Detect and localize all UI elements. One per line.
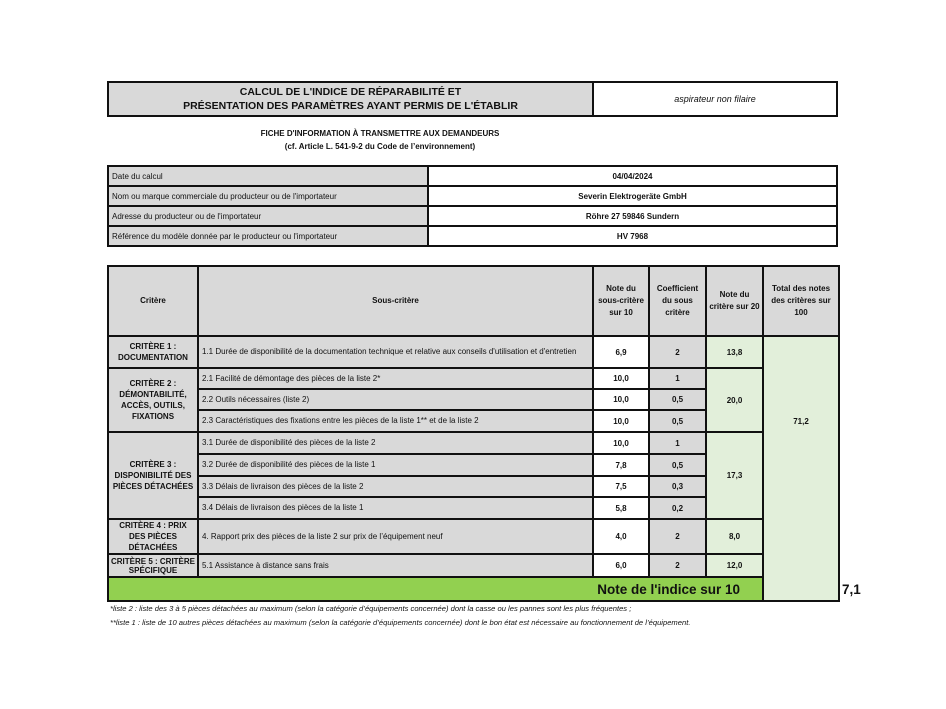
sub-criterion-note: 4,0 [593,519,649,554]
header-note-sous-critere: Note du sous-critère sur 10 [593,266,649,336]
sub-criterion-coef: 0,5 [649,389,706,410]
table-row [108,336,839,368]
sub-criterion-label: 3.2 Durée de disponibilité des pièces de la liste 1 [198,454,593,476]
total-score-100: 71,2 [763,336,839,601]
info-value: HV 7968 [428,226,837,246]
criterion-5-name: CRITÈRE 5 : CRITÈRE SPÉCIFIQUE [108,554,198,577]
footnote-liste-2: *liste 2 : liste des 3 à 5 pièces détachées au maximum (selon la catégorie d’équipements concernée) dont la casse ou les pannes sont les plus fréquentes ; [110,604,632,613]
info-row-address [108,206,837,226]
subtitle-line-2: (cf. Article L. 541-9-2 du Code de l’environnement) [284,142,476,151]
sub-criterion-coef: 0,5 [649,410,706,432]
sub-criterion-label: 3.4 Délais de livraison des pièces de la liste 1 [198,497,593,519]
sub-criterion-coef: 1 [649,368,706,389]
sub-criterion-coef: 2 [649,336,706,368]
sub-criterion-note: 6,0 [593,554,649,577]
info-value: Severin Elektrogeräte GmbH [428,186,837,206]
sub-criterion-coef: 2 [649,519,706,554]
sub-criterion-note: 7,8 [593,454,649,476]
producer-info-table [107,165,838,247]
info-label: Référence du modèle donnée par le producteur ou l'importateur [108,226,428,246]
table-header-row [108,266,839,336]
info-label: Date du calcul [108,166,428,186]
sub-criterion-coef: 0,3 [649,476,706,497]
sub-criterion-note: 10,0 [593,368,649,389]
sub-criterion-note: 10,0 [593,410,649,432]
header-coefficient: Coefficient du sous critère [649,266,706,336]
subtitle [200,127,560,153]
info-label: Adresse du producteur ou de l'importateur [108,206,428,226]
sub-criterion-label: 2.3 Caractéristiques des fixations entre les pièces de la liste 1** et de la liste 2 [198,410,593,432]
sub-criterion-label: 5.1 Assistance à distance sans frais [198,554,593,577]
criterion-4-score: 8,0 [706,519,763,554]
sub-criterion-coef: 1 [649,432,706,454]
header-sous-critere: Sous-critère [198,266,593,336]
table-row [108,368,839,389]
info-row-brand [108,186,837,206]
sub-criterion-note: 5,8 [593,497,649,519]
sub-criterion-label: 3.1 Durée de disponibilité des pièces de la liste 2 [198,432,593,454]
sub-criterion-label: 2.1 Facilité de démontage des pièces de la liste 2* [198,368,593,389]
criterion-1-score: 13,8 [706,336,763,368]
product-category: aspirateur non filaire [674,94,756,104]
criterion-1-name: CRITÈRE 1 : DOCUMENTATION [108,336,198,368]
title-line-1: CALCUL DE L'INDICE DE RÉPARABILITÉ ET [239,86,462,98]
final-score-label: Note de l'indice sur 10 [108,577,763,601]
document-title [109,83,594,115]
info-value: 04/04/2024 [428,166,837,186]
sub-criterion-coef: 0,5 [649,454,706,476]
sub-criterion-note: 6,9 [593,336,649,368]
criterion-3-score: 17,3 [706,432,763,519]
header-critere: Critère [108,266,198,336]
criterion-5-score: 12,0 [706,554,763,577]
footnotes [110,602,850,630]
table-row [108,554,839,577]
info-row-model [108,226,837,246]
table-row [108,432,839,454]
sub-criterion-note: 7,5 [593,476,649,497]
sub-criterion-label: 2.2 Outils nécessaires (liste 2) [198,389,593,410]
title-box [107,81,838,117]
sub-criterion-coef: 2 [649,554,706,577]
footnote-liste-1: **liste 1 : liste de 10 autres pièces détachées au maximum (selon la catégorie d’équipements concernée) dont le bon état est nécessaire au fonctionnement de l’équipement. [110,618,691,627]
criterion-3-name: CRITÈRE 3 : DISPONIBILITÉ DES PIÈCES DÉTACHÉES [108,432,198,519]
criterion-2-score: 20,0 [706,368,763,432]
sub-criterion-label: 1.1 Durée de disponibilité de la documentation technique et relative aux conseils d'utilisation et d'entretien [198,336,593,368]
title-line-2: PRÉSENTATION DES PARAMÈTRES AYANT PERMIS DE L'ÉTABLIR [183,100,518,112]
criterion-4-name: CRITÈRE 4 : PRIX DES PIÈCES DÉTACHÉES [108,519,198,554]
header-note-critere: Note du critère sur 20 [706,266,763,336]
info-label: Nom ou marque commerciale du producteur ou de l'importateur [108,186,428,206]
sub-criterion-label: 3.3 Délais de livraison des pièces de la liste 2 [198,476,593,497]
info-value: Röhre 27 59846 Sundern [428,206,837,226]
criterion-2-name: CRITÈRE 2 : DÉMONTABILITÉ, ACCÈS, OUTILS, FIXATIONS [108,368,198,432]
final-score-row: Note de l'indice sur 10 7,1 [108,577,839,601]
criteria-table [107,265,861,602]
header-total: Total des notes des critères sur 100 [763,266,839,336]
sub-criterion-note: 10,0 [593,432,649,454]
sub-criterion-label: 4. Rapport prix des pièces de la liste 2 sur prix de l’équipement neuf [198,519,593,554]
sub-criterion-note: 10,0 [593,389,649,410]
subtitle-line-1: FICHE D'INFORMATION À TRANSMETTRE AUX DEMANDEURS [260,129,500,138]
sub-criterion-coef: 0,2 [649,497,706,519]
table-row [108,519,839,554]
info-row-date [108,166,837,186]
